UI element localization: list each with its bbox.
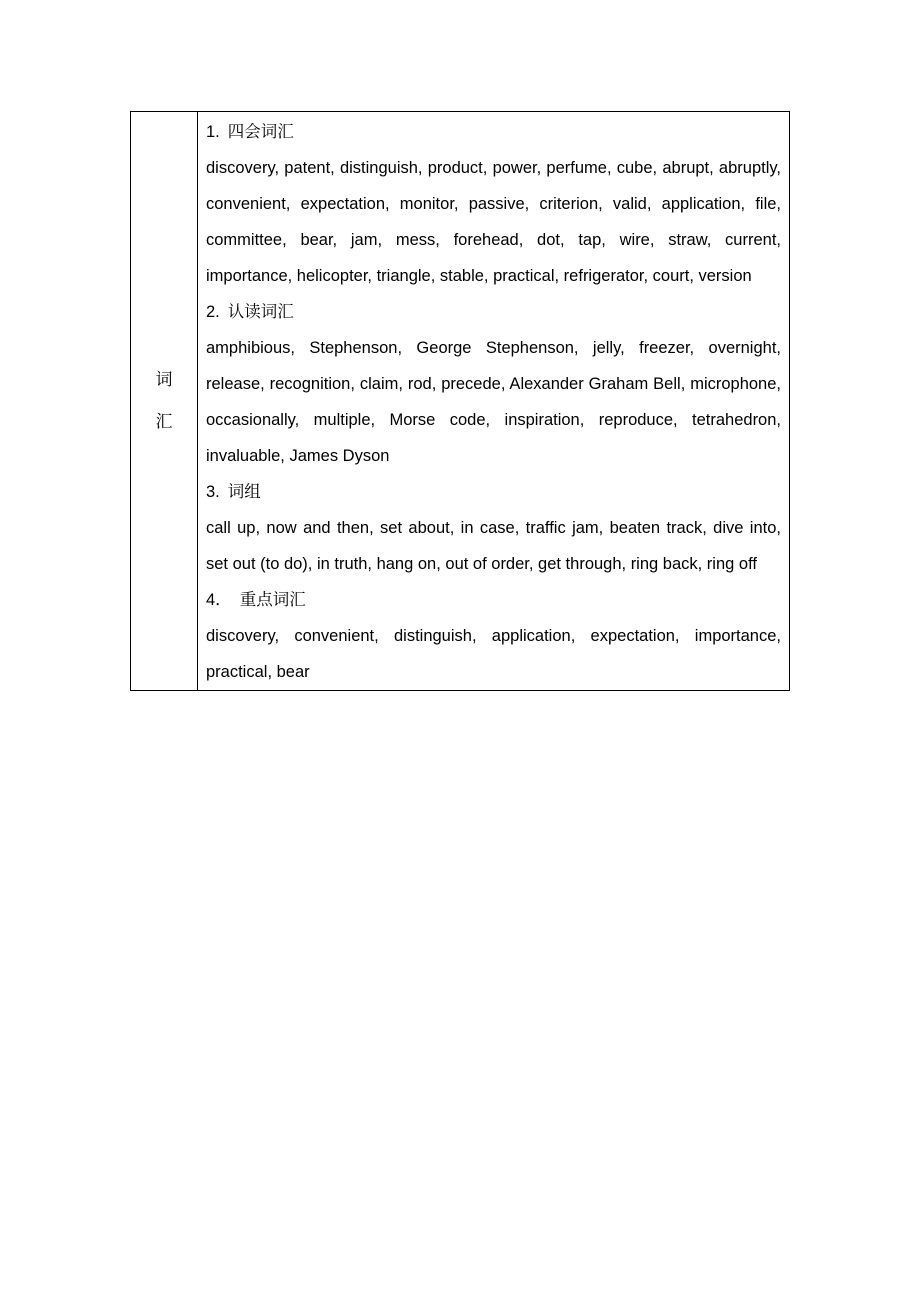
section-heading [206,114,781,150]
section-heading [206,582,781,618]
section-title: 词组 [227,483,261,501]
word-list: discovery, patent, distinguish, product, power, perfume, cube, abrupt, abruptly, convenient, expectation, monitor, passive, criterion, valid, application, file, committee, bear, jam, mess, forehead, dot, tap, wire, straw, current, importance, helicopter, triangle, stable, practical, refrigerator, court, version [206,159,781,285]
section-number: 4． [206,591,232,609]
row-label-cell [131,112,198,691]
row-label: 词 汇 [155,370,173,432]
section-title: 四会词汇 [227,123,294,141]
section-number: 3. [206,483,220,501]
word-list: discovery, convenient, distinguish, application, expectation, importance, practical, bear [206,627,781,681]
table-row [131,112,790,691]
section-recognition-vocabulary [206,294,781,474]
section-phrases [206,474,781,582]
content-cell [198,112,790,691]
section-title: 认读词汇 [227,303,294,321]
vocabulary-table [130,111,790,691]
section-number: 2. [206,303,220,321]
section-key-vocabulary [206,582,781,690]
section-heading [206,474,781,510]
section-heading [206,294,781,330]
section-title: 重点词汇 [239,591,306,609]
word-list: amphibious, Stephenson, George Stephenson, jelly, freezer, overnight, release, recognition, claim, rod, precede, Alexander Graham Bell, microphone, occasionally, multiple, Morse code, inspiration, reproduce, tetrahedron, invaluable, James Dyson [206,339,781,465]
section-four-skills-vocabulary [206,114,781,294]
word-list: call up, now and then, set about, in case, traffic jam, beaten track, dive into, set out (to do), in truth, hang on, out of order, get through, ring back, ring off [206,519,781,573]
section-number: 1. [206,123,220,141]
